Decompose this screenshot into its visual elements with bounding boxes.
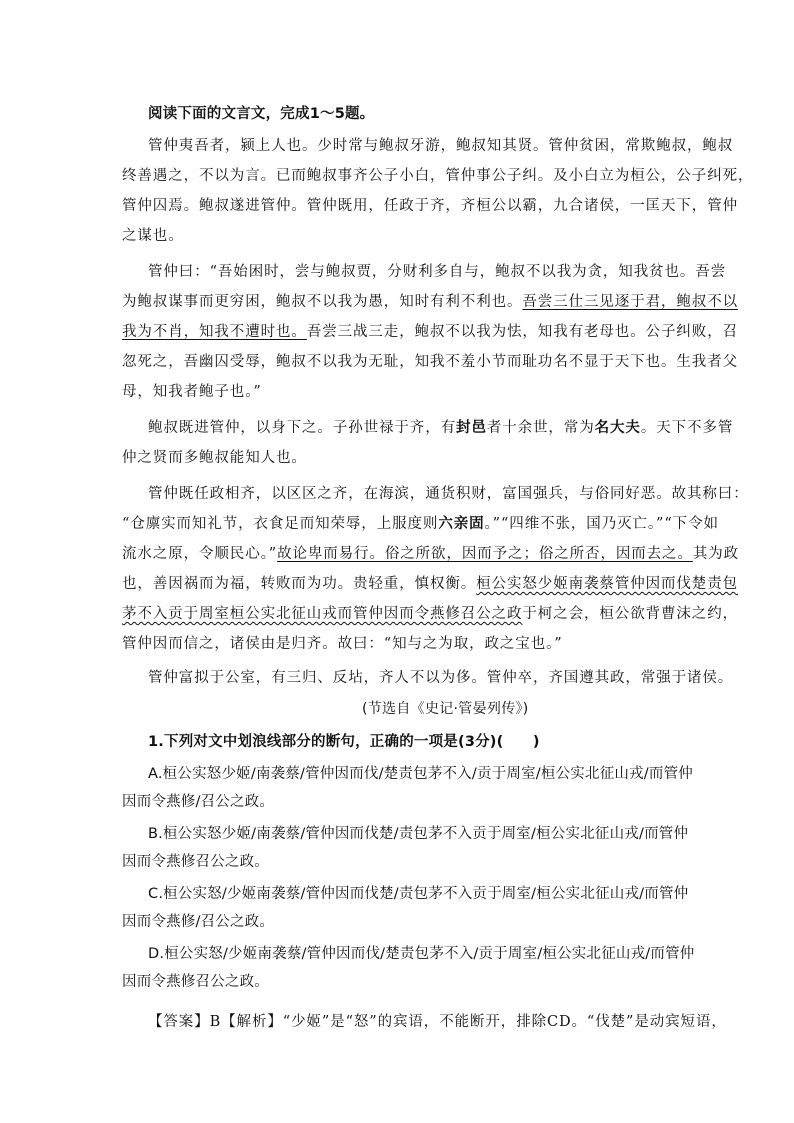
bold-term: 六亲固 (438, 515, 485, 532)
passage-line (122, 574, 739, 594)
passage-text: 鲍叔既进管仲，以身下之。子孙世禄于齐，有 (148, 420, 456, 436)
passage-line: 仲之贤而多鲍叔能知人也。 (122, 450, 307, 466)
passage-line: 母，知我者鲍子也。” (122, 384, 262, 400)
passage-line: 管仲既任政相齐，以区区之齐，在海滨，通货积财，富国强兵，与俗同好恶。故其称曰： (148, 486, 749, 502)
passage-line: 终善遇之，不以为言。已而鲍叔事齐公子小白，管仲事公子纠。及小白立为桓公，公子纠死， (122, 168, 754, 184)
passage-line: 管仲因而信之，诸侯由是归齐。故曰：“知与之为取，政之宝也。” (122, 636, 563, 652)
option-d: D.桓公实怒/少姬南袭蔡/管仲因而伐/楚责包茅不入/贡于周室/桓公实北征山戎/而管仲 (148, 946, 695, 962)
passage-text: 者十余世，常为 (486, 420, 595, 436)
passage-line (122, 604, 739, 624)
passage-text: 。”“四维不张，国乃灭亡。”“下令如 (484, 516, 719, 532)
passage-line: 之谋也。 (122, 228, 184, 244)
answer-explanation: 【答案】B【解析】“少姬”是“怒”的宾语，不能断开，排除CD。“伐楚”是动宾短语， (148, 1014, 727, 1030)
bold-term: 封邑 (456, 419, 487, 436)
option-a-cont: 因而令燕修/召公之政。 (122, 794, 275, 810)
passage-text: “仓廪实而知礼节，衣食足而知荣辱，上服度则 (122, 516, 439, 532)
passage-text: 为鲍叔谋事而更穷困，鲍叔不以我为愚，知时有利不利也。 (122, 294, 523, 310)
passage-line: 管仲富拟于公室，有三归、反坫，齐人不以为侈。管仲卒，齐国遵其政，常强于诸侯。 (148, 670, 734, 686)
option-c-cont: 因而令燕修/召公之政。 (122, 914, 275, 930)
passage-line (122, 292, 739, 312)
option-b-cont: 因而令燕修召公之政。 (122, 854, 269, 870)
passage-line (122, 322, 739, 342)
passage-text: 。天下不多管 (640, 420, 734, 436)
passage-text: 其为政 (692, 546, 740, 562)
underlined-sentence: 吾尝三仕三见逐于君，鲍叔不以 (522, 294, 739, 310)
passage-text: 也，善因祸而为福，转败而为功。贵轻重，慎权衡。 (122, 576, 477, 592)
passage-line: 忽死之，吾幽囚受辱，鲍叔不以我为无耻，知我不羞小节而耻功名不显于天下也。生我者父 (122, 354, 738, 370)
source-citation: (节选自《史记·管晏列传》) (362, 701, 529, 717)
passage-line (122, 514, 719, 534)
passage-text: 吾尝三战三走，鲍叔不以我为怯，知我有老母也。公子纠败，召 (306, 324, 739, 340)
option-a: A.桓公实怒少姬/南袭蔡/管仲因而伐/楚责包茅不入/贡于周室/桓公实北征山戎/而管仲 (148, 766, 693, 782)
passage-line: 管仲曰：“吾始困时，尝与鲍叔贾，分财利多自与，鲍叔不以我为贪，知我贫也。吾尝 (148, 264, 727, 280)
passage-line (122, 544, 740, 564)
passage-text: 于柯之会，桓公欲背曹沫之约， (522, 606, 739, 622)
bold-term: 名大夫 (594, 419, 641, 436)
passage-line: 管仲夷吾者，颍上人也。少时常与鲍叔牙游，鲍叔知其贤。管仲贫困，常欺鲍叔，鲍叔 (148, 138, 734, 154)
wavy-underlined-text: 桓公实怒少姬南袭蔡管仲因而伐楚责包 (476, 576, 739, 592)
wavy-underlined-text: 茅不入贡于周室桓公实北征山戎而管仲因而令燕修召公之政 (122, 606, 523, 622)
passage-line: 管仲囚焉。鲍叔遂进管仲。管仲既用，任政于齐，齐桓公以霸，九合诸侯，一匡天下，管仲 (122, 198, 738, 214)
underlined-sentence: 故论卑而易行。俗之所欲，因而予之；俗之所否，因而去之。 (277, 546, 693, 562)
option-b: B.桓公实怒少姬/南袭蔡/管仲因而伐楚/责包茅不入贡于周室/桓公实北征山戎/而管仲 (148, 826, 689, 842)
underlined-sentence: 我为不肖，知我不遭时也。 (122, 324, 307, 340)
option-c: C.桓公实怒/少姬南袭蔡/管仲因而伐楚/责包茅不入贡于周室/桓公实北征山戎/而管仲 (148, 886, 689, 902)
question-stem: 1.下列对文中划浪线部分的断句，正确的一项是(3分)( ) (148, 734, 540, 750)
passage-line (148, 418, 734, 438)
passage-text: 流水之原，令顺民心。” (122, 546, 278, 562)
option-d-cont: 因而令燕修召公之政。 (122, 974, 269, 990)
reading-instruction: 阅读下面的文言文，完成1～5题。 (148, 106, 375, 122)
